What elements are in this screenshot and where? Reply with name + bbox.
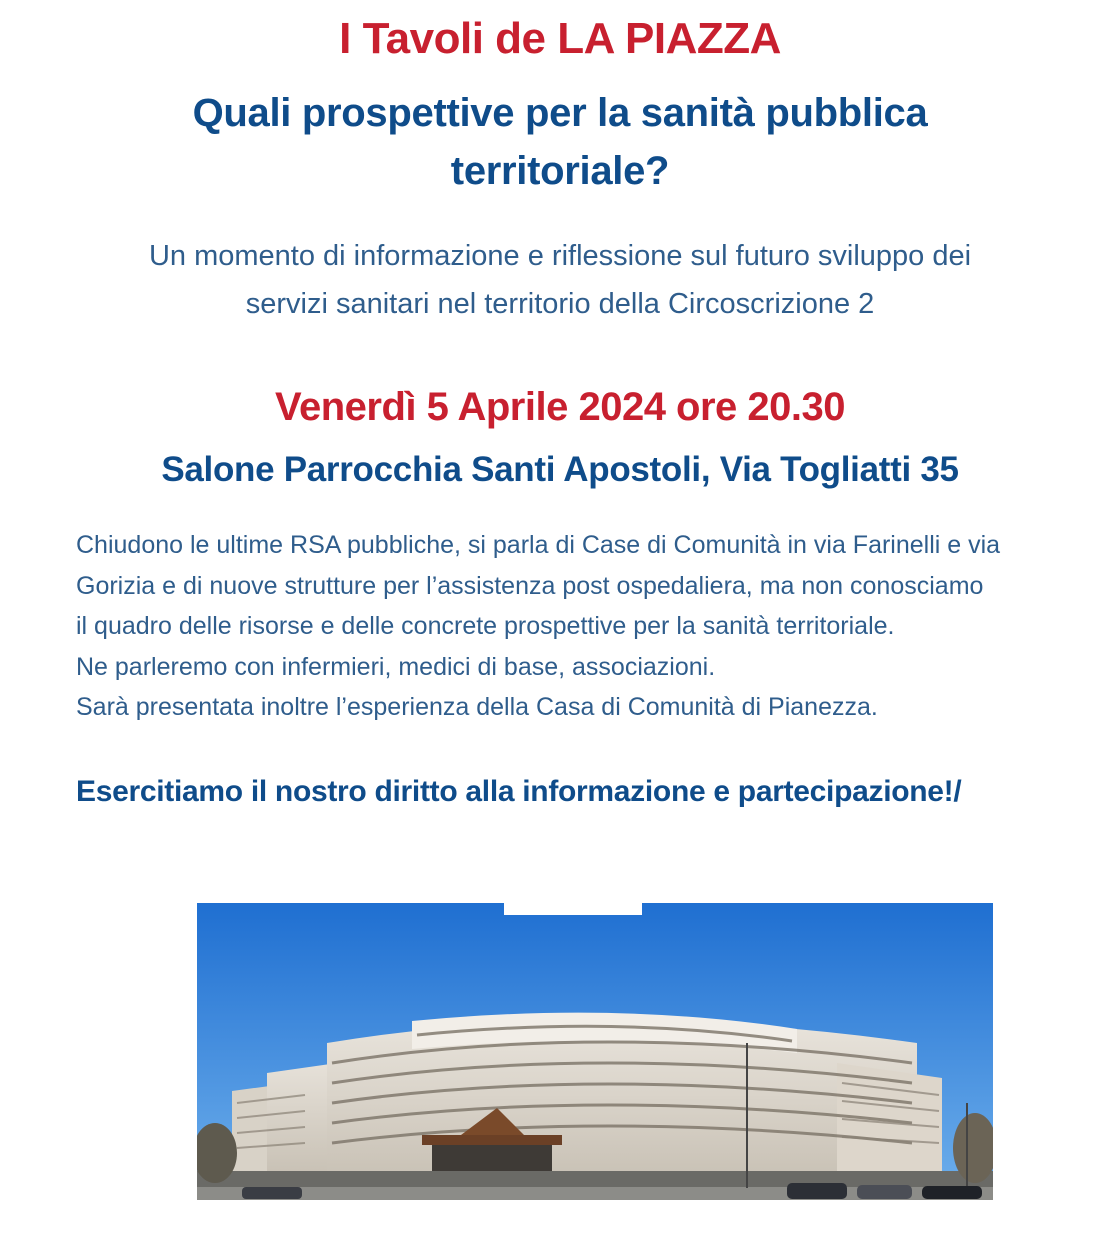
description-line: Ne parleremo con infermieri, medici di base, associazioni. [76,652,716,681]
description-line: Gorizia e di nuove strutture per l’assistenza post ospedaliera, ma non conosciamo [76,571,984,600]
hospital-building-photo [197,903,993,1200]
description-line: Sarà presentata inoltre l’esperienza della Casa di Comunità di Pianezza. [76,693,878,721]
event-venue: Salone Parrocchia Santi Apostoli, Via Togliatti 35 [161,450,959,489]
flyer-title: I Tavoli de LA PIAZZA [339,14,781,63]
subtitle-line-2: territoriale? [450,149,670,193]
event-date: Venerdì 5 Aprile 2024 ore 20.30 [274,385,846,429]
subtitle-line-1: Quali prospettive per la sanità pubblica [192,91,928,135]
call-to-action: Esercitiamo il nostro diritto alla informazione e partecipazione!/ [76,775,962,808]
description-line: Chiudono le ultime RSA pubbliche, si parla di Case di Comunità in via Farinelli e via [76,531,1001,559]
intro-line-1: Un momento di informazione e riflessione sul futuro sviluppo dei [148,240,972,272]
description-line: il quadro delle risorse e delle concrete prospettive per la sanità territoriale. [76,612,895,640]
event-description [76,525,1086,728]
flyer-subtitle [0,84,1120,200]
flyer-intro [0,232,1120,328]
intro-line-2: servizi sanitari nel territorio della Circoscrizione 2 [245,288,875,320]
